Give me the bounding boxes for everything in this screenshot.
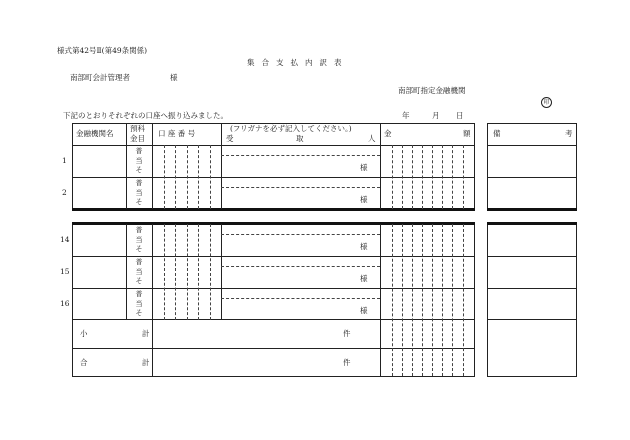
statement-text: 下記のとおりそれぞれの口座へ振り込みました。 <box>63 111 228 120</box>
date-month: 月 <box>432 111 440 120</box>
addressee-honorific: 様 <box>170 73 178 82</box>
recipient-honorific: 様 <box>360 195 368 204</box>
row-number: 15 <box>60 267 70 276</box>
document-title: 集合支払内訳表 <box>247 58 349 67</box>
header-remarks-2: 考 <box>565 129 573 138</box>
total-count-unit: 件 <box>343 358 351 367</box>
deposit-type-marks: 普 当 そ <box>135 179 143 206</box>
date-year: 年 <box>402 111 410 120</box>
row-number: 2 <box>62 188 67 197</box>
subtotal-label-2: 計 <box>142 329 150 338</box>
omission-separator <box>72 208 475 211</box>
recipient-honorific: 様 <box>360 163 368 172</box>
header-remarks-1: 備 <box>493 129 501 138</box>
recipient-honorific: 様 <box>360 306 368 315</box>
deposit-type-marks: 普 当 そ <box>135 290 143 317</box>
row-number: 16 <box>60 299 70 308</box>
deposit-type-marks: 普 当 そ <box>135 226 143 253</box>
subtotal-count-unit: 件 <box>343 329 351 338</box>
subtotal-label-1: 小 <box>80 329 88 338</box>
form-number: 様式第42号Ⅱ(第49条関係) <box>57 46 148 55</box>
header-amount-2: 額 <box>463 129 471 138</box>
total-label-1: 合 <box>80 358 88 367</box>
header-account-number: 口 座 番 号 <box>158 129 196 138</box>
header-furigana-note: (フリガナを必ず記入してください。) <box>230 124 352 133</box>
header-deposit-type-2: 金目 <box>130 134 145 143</box>
deposit-type-marks: 普 当 そ <box>135 258 143 285</box>
header-recipient-3: 人 <box>368 134 376 143</box>
header-deposit-type-1: 預科 <box>130 124 145 133</box>
date-day: 日 <box>456 111 464 120</box>
header-bank-name: 金融機関名 <box>76 129 114 138</box>
deposit-type-marks: 普 当 そ <box>135 147 143 174</box>
header-amount-1: 金 <box>384 129 392 138</box>
row-number: 1 <box>62 156 67 165</box>
bank-label: 南部町指定金融機関 <box>398 86 466 95</box>
total-label-2: 計 <box>142 358 150 367</box>
header-recipient-1: 受 <box>226 134 234 143</box>
row-number: 14 <box>60 235 70 244</box>
seal-mark: 印 <box>541 97 552 108</box>
addressee: 南部町会計管理者 <box>70 73 130 82</box>
header-recipient-2: 取 <box>296 134 304 143</box>
recipient-honorific: 様 <box>360 274 368 283</box>
recipient-honorific: 様 <box>360 242 368 251</box>
